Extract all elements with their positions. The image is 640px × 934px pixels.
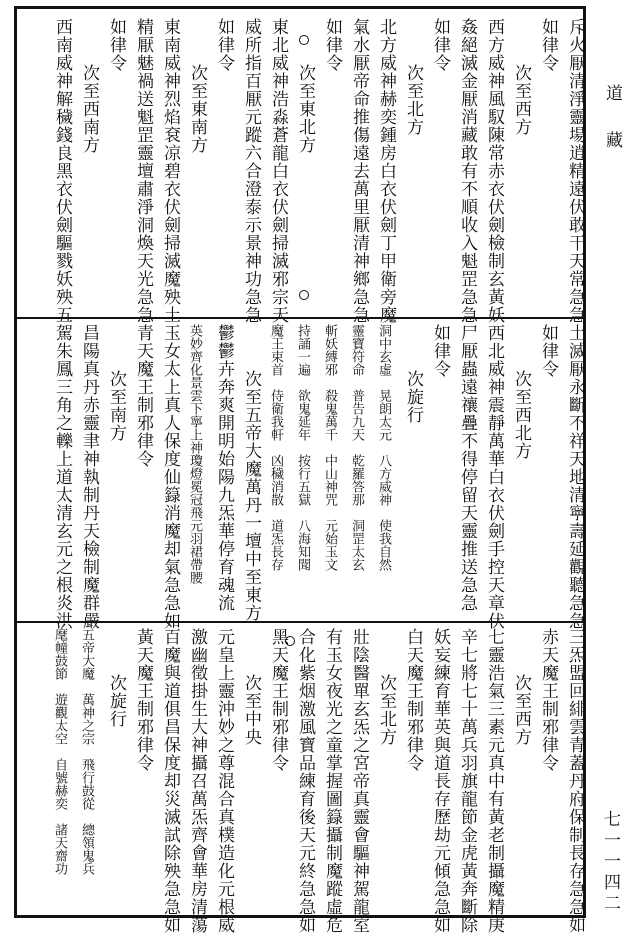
scripture-column: 持誦一遍 欲鬼延年 按行五獄 八海知聞 bbox=[295, 324, 310, 571]
scripture-column: 次至西南方 bbox=[79, 64, 99, 154]
scripture-column: 次至北方 bbox=[376, 674, 396, 746]
scripture-column: 青天魔王制邪律令 bbox=[133, 324, 153, 468]
scripture-column: 次旋行 bbox=[403, 370, 423, 424]
scripture-column: 次至東北方 bbox=[295, 64, 315, 154]
scripture-column: 五帝大魔 萬神之宗 飛行鼓從 總領鬼兵 bbox=[79, 628, 94, 875]
scripture-column: 次至西方 bbox=[511, 674, 531, 746]
scripture-column: 西北威神震靜萬華白衣伏劍手控天章伏 bbox=[484, 324, 504, 630]
scripture-column: 壯陰醫單玄炁之宮帝真靈會驅神駕龍室 bbox=[349, 628, 369, 934]
scripture-column: 洞中玄虛 晃朗太元 八方威神 使我自然 bbox=[376, 324, 391, 571]
scripture-column: 東北威神浩淼蒼龍白衣伏劍掃滅邪宗天 bbox=[268, 18, 288, 324]
scripture-column: 次至西方 bbox=[511, 64, 531, 136]
scripture-column: 百魔與道俱昌保度却災滅試除殃急急如 bbox=[160, 628, 180, 934]
circle-mark-icon bbox=[299, 35, 309, 45]
scripture-column: 西方威神風馭陳常赤衣伏劍檢制玄黃妖 bbox=[484, 18, 504, 324]
scripture-column: 赤天魔王制邪律令 bbox=[538, 628, 558, 772]
scripture-column: 東南威神烈焰袞凉碧衣伏劍掃滅魔殃土 bbox=[160, 18, 180, 324]
scripture-column: 黑天魔王制邪律令 bbox=[268, 628, 288, 772]
scripture-column: 英妙齊化景雲下寧上神瓊燈冕冠飛元羽裙帶腰 bbox=[187, 324, 202, 584]
page-number: 七一一四二 bbox=[600, 810, 620, 915]
scripture-column: 激幽徵掛生大神攝召萬炁齊會華房清蕩 bbox=[187, 628, 207, 934]
scripture-column: 次至北方 bbox=[403, 64, 423, 136]
scripture-column: 如律令 bbox=[322, 18, 342, 72]
scripture-column: 次旋行 bbox=[106, 674, 126, 728]
scripture-column: 如律令 bbox=[214, 18, 234, 72]
scripture-column: 七靈浩氣三素元真中有黃老制攝魔精庚 bbox=[484, 628, 504, 934]
scripture-column: 如律令 bbox=[538, 18, 558, 72]
scripture-column: 麾幢鼓節 遊觀太空 自號赫奕 諸天齋功 bbox=[52, 628, 67, 875]
scripture-column: 有玉女夜光之童掌握圖籙攝制魔蹤虛危 bbox=[322, 628, 342, 934]
scripture-column: 合化紫烟激風寶品練育後天元終急急如 bbox=[295, 628, 315, 934]
scripture-column: 土滅厭永斷不祥天地清寧壽延觀聽急急 bbox=[565, 324, 585, 630]
scripture-column: 靈寶符命 普告九天 乾羅答那 洞罡太玄 bbox=[349, 324, 364, 571]
scripture-column: 威所指百厭元蹤六合澄泰示景神功急急 bbox=[241, 18, 261, 324]
scripture-column: 如律令 bbox=[538, 324, 558, 378]
scripture-column: 精厭魅禍送魁罡靈壇肅淨洞煥天光急急 bbox=[133, 18, 153, 324]
scripture-column: 氣水厭帝命推傷遠去萬里厭清神鄉急急 bbox=[349, 18, 369, 324]
scripture-column: 鬱鬱卉奔爽開明始陽九炁華停育魂流 bbox=[214, 324, 234, 612]
scripture-column: 魔王束首 侍衛我軒 凶穢消散 道炁長存 bbox=[268, 324, 283, 571]
scripture-column: 西南威神解穢錢良黑衣伏劍驅戮妖殃五 bbox=[52, 18, 72, 324]
scripture-column: 玉女太上真人保度仙籙消魔却氣急急如 bbox=[160, 324, 180, 630]
scripture-column: 辛七將七十萬兵羽旗龍節金虎黃奔斷除 bbox=[457, 628, 477, 934]
scripture-column: 如律令 bbox=[430, 324, 450, 378]
scripture-column: 三炁盟回緋雲青蓋丹府保制長存急急如 bbox=[565, 628, 585, 934]
scripture-column: 如律令 bbox=[106, 18, 126, 72]
scripture-column: 昌陽真丹赤靈聿神執制丹天檢制魔群嚴 bbox=[79, 324, 99, 630]
scripture-column: 如律令 bbox=[430, 18, 450, 72]
scripture-column: 黃天魔王制邪律令 bbox=[133, 628, 153, 772]
scripture-column: 駕朱鳳三角之轢上道太清玄元之根炎洪 bbox=[52, 324, 72, 630]
scripture-column: 次至東南方 bbox=[187, 64, 207, 154]
scripture-column: 斬妖縛邪 殺鬼萬千 中山神咒 元始玉文 bbox=[322, 324, 337, 571]
scripture-column: 白天魔王制邪律令 bbox=[403, 628, 423, 772]
scripture-column: 妖妄練育華英與道長存歷劫元傾急急如 bbox=[430, 628, 450, 934]
scripture-column: 元皇上靈沖妙之尊混合真樸造化元根威 bbox=[214, 628, 234, 934]
scripture-column: 次至中央 bbox=[241, 674, 261, 746]
scripture-column: 北方威神赫奕鍾房白衣伏劍丁甲衛旁魔 bbox=[376, 18, 396, 324]
scripture-column: 次至西北方 bbox=[511, 370, 531, 460]
side-label: 道藏 bbox=[602, 84, 622, 178]
scripture-column: 次至五帝大魔萬丹一壇中至東方 bbox=[241, 370, 261, 622]
scripture-column: 次至南方 bbox=[106, 370, 126, 442]
scripture-column: 尸厭蟲遠禳疊不得停留天靈推送急急 bbox=[457, 324, 477, 612]
scripture-column: 斥火厭清淨靈場逍精遠伏敢干天常急急 bbox=[565, 18, 585, 324]
scripture-column: 姦絕滅金厭消藏敢有不順收入魁罡急急 bbox=[457, 18, 477, 324]
